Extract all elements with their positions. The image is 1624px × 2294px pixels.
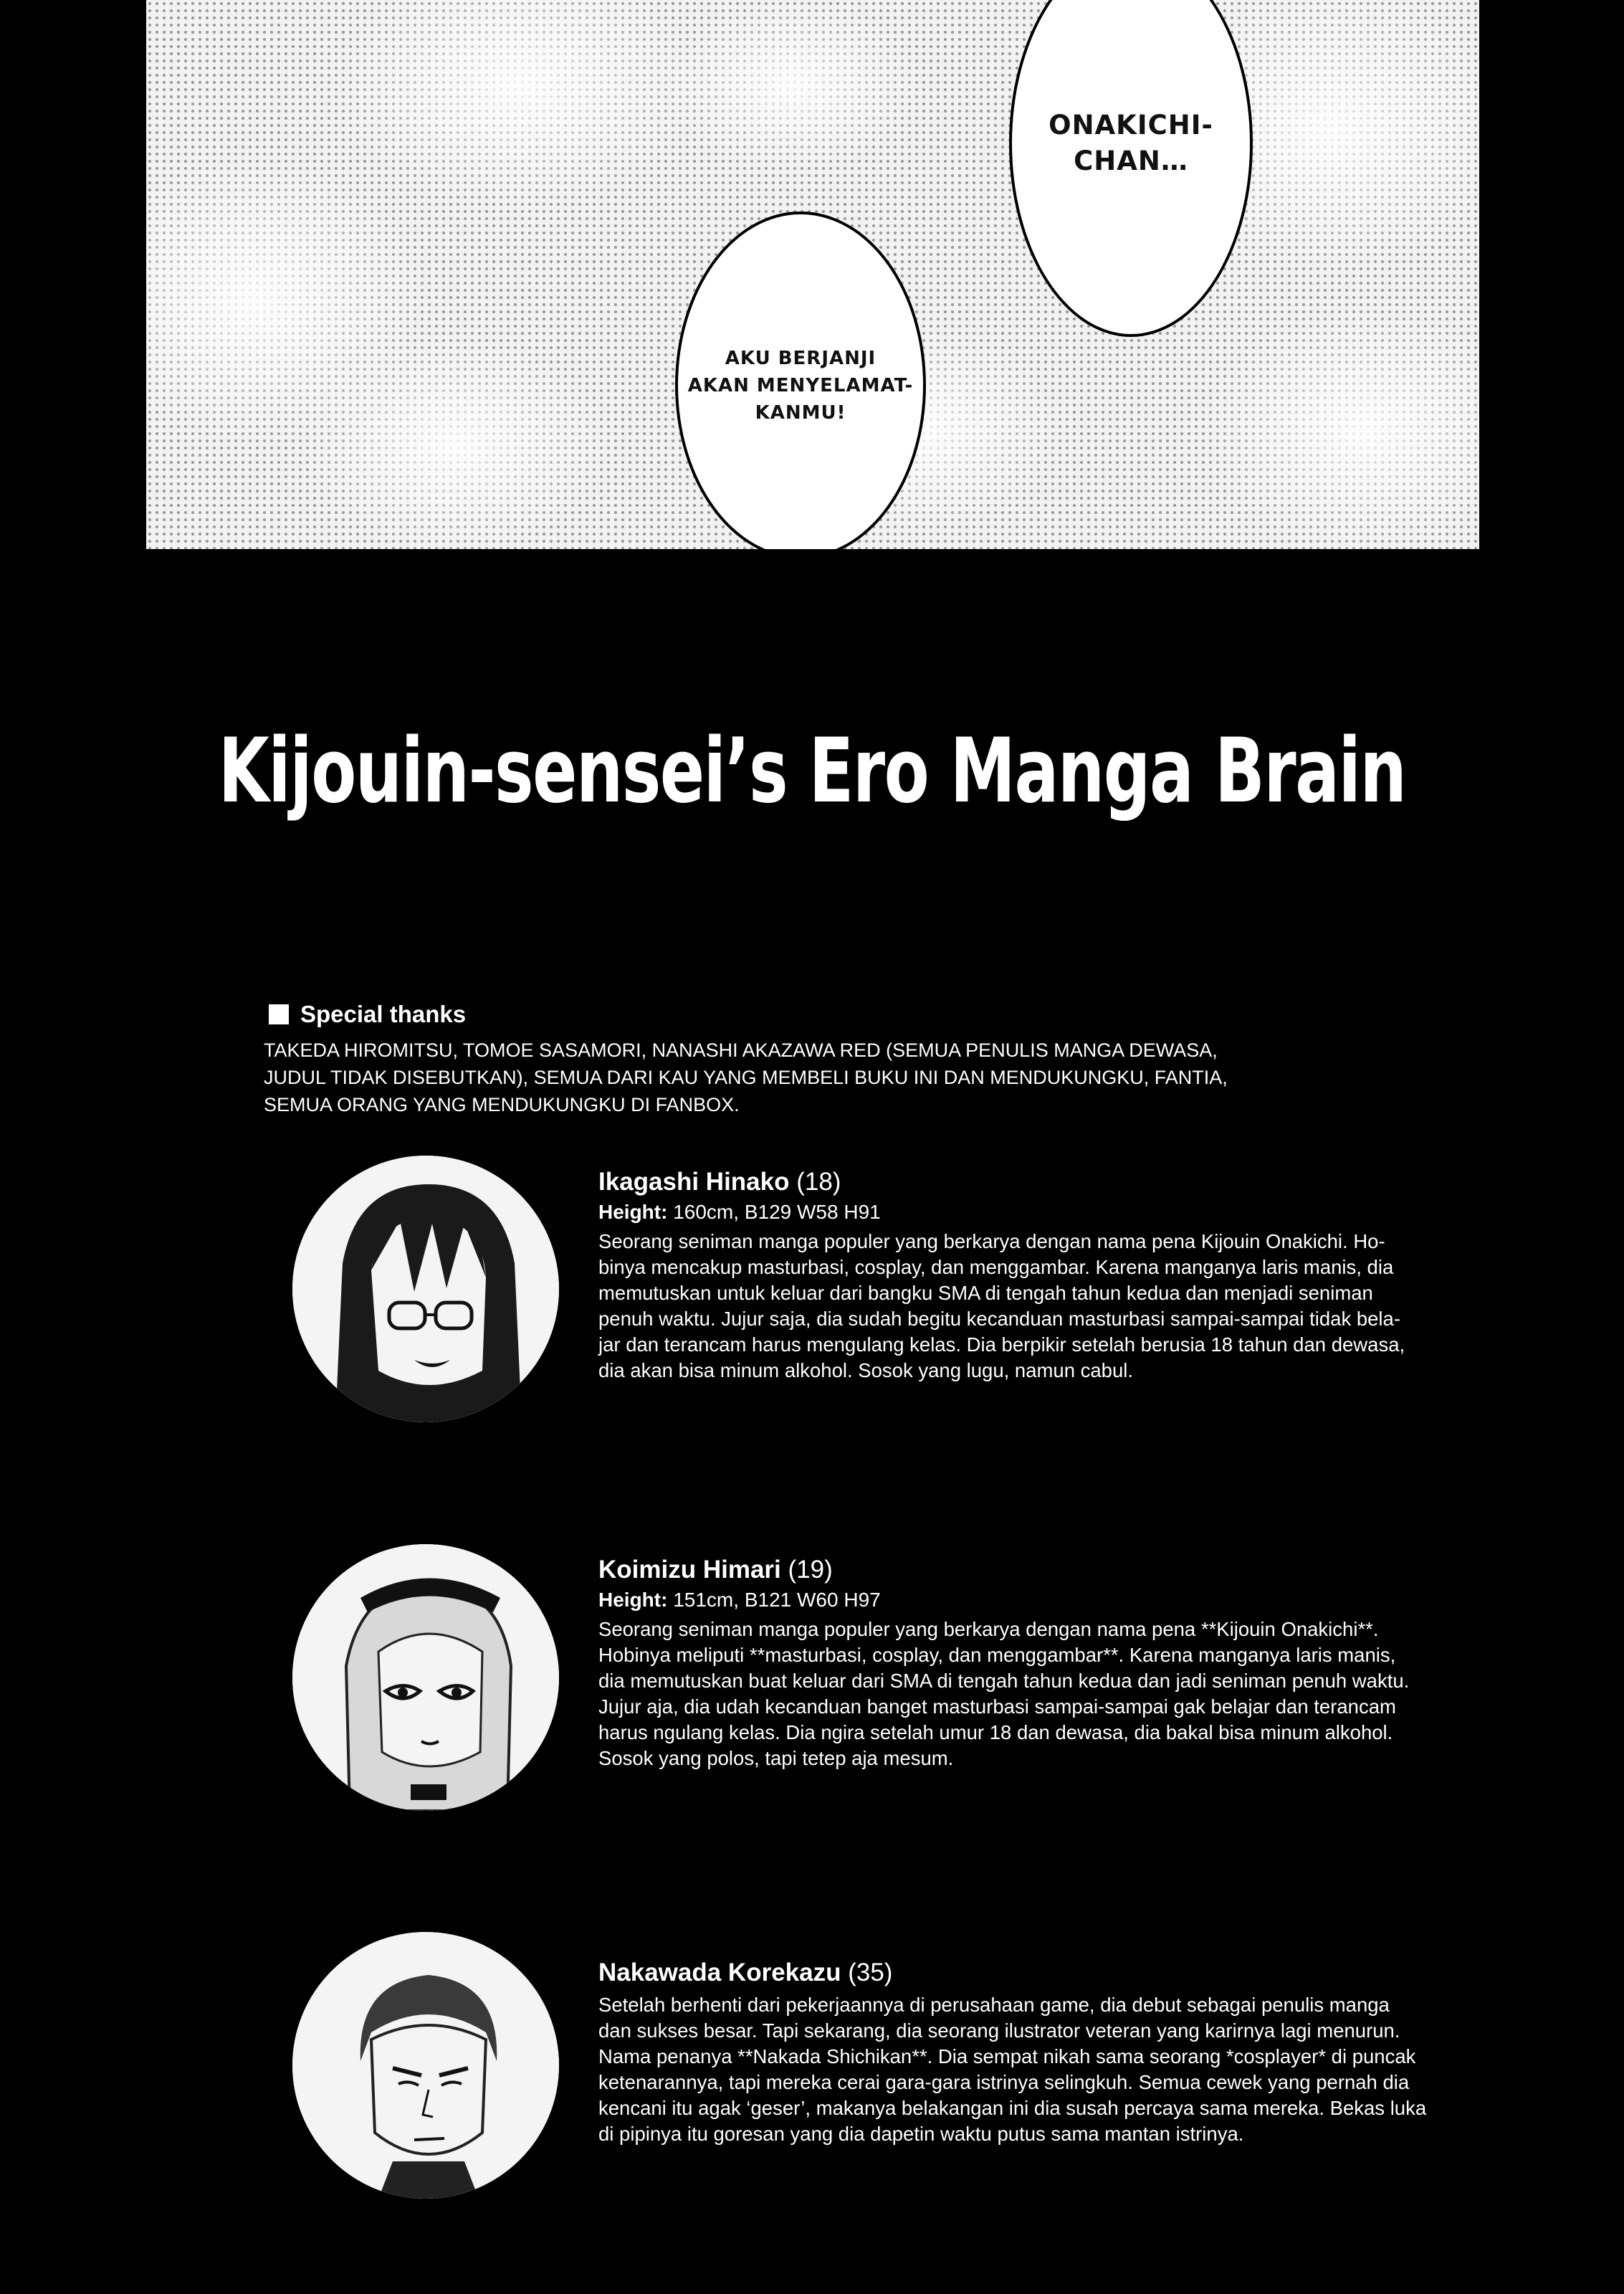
- character-name: Ikagashi Hinako: [598, 1168, 790, 1196]
- character-name-line: [598, 1553, 1441, 1586]
- character-name: Koimizu Himari: [598, 1556, 781, 1584]
- special-thanks-heading: [269, 1001, 466, 1028]
- special-thanks-text: TAKEDA HIROMITSU, TOMOE SASAMORI, NANASHI AKAZAWA RED (SEMUA PENULIS MANGA DEWASA, JUDUL TIDAK DISEBUTKAN), SEMUA DARI KAU YANG MEMBELI BUKU INI DAN MENDUKUNGKU, FANTIA, SEMUA ORANG YANG MENDUKUNGKU DI FANBOX.: [264, 1039, 1228, 1115]
- character-bio: Setelah berhenti dari pekerjaannya di perusahaan game, dia debut sebagai penulis manga dan sukses besar. Tapi sekarang, dia seorang ilustrator veteran yang karirnya lagi menurun. Nama penanya **Nakada Shichikan**. Dia sempat nikah sama seorang *cosplayer* di puncak ketenarannya, tapi mereka cerai gara-gara istrinya selingkuh. Semua cewek yang pernah dia kencani itu agak ‘geser’, makanya belakangan ini dia susah percaya sama mereka. Bekas luka di pipinya itu goresan yang dia dapetin waktu putus sama mantan istrinya.: [598, 1994, 1427, 2145]
- character-info: [598, 1166, 1441, 1384]
- character-portrait: [292, 1544, 559, 1811]
- speech-bubble-text: AKU BERJANJI AKAN MENYELAMAT- KANMU!: [687, 347, 914, 424]
- character-height-line: [598, 1199, 1441, 1226]
- character-portrait: [292, 1156, 559, 1422]
- character-info: [598, 1553, 1441, 1771]
- character-portrait: [292, 1932, 559, 2199]
- manga-panel: [146, 0, 1479, 549]
- character-name-line: [598, 1166, 1441, 1199]
- character-bio: Seorang seniman manga populer yang berkarya dengan nama pena **Kijouin Onakichi**. Hobinya meliputi **masturbasi, cosplay, dan menggambar**. Karena manganya laris manis, dia memutuskan buat keluar dari SMA di tengah tahun kedua dan jadi seniman penuh waktu. Jujur aja, dia udah kecanduan banget masturbasi sampai-sampai gak belajar dan terancam harus ngulang kelas. Dia ngira setelah umur 18 dan dewasa, dia bakal bisa minum alkohol. Sosok yang polos, tapi tetep aja mesum.: [598, 1618, 1410, 1769]
- character-name-line: [598, 1956, 1441, 1989]
- square-bullet-icon: [269, 1004, 289, 1024]
- height-label: Height:: [598, 1201, 668, 1223]
- special-thanks-label: Special thanks: [300, 1001, 467, 1027]
- height-value: 151cm, B121 W60 H97: [673, 1589, 881, 1611]
- character-age: (18): [796, 1168, 841, 1196]
- speech-bubble: [675, 211, 926, 549]
- girl-glasses-portrait-icon: [292, 1156, 559, 1422]
- page-title: Kijouin-sensei’s Ero Manga Brain: [218, 720, 1406, 823]
- character-info: [598, 1956, 1441, 2147]
- height-label: Height:: [598, 1589, 668, 1611]
- character-name: Nakawada Korekazu: [598, 1959, 841, 1986]
- girl-maid-portrait-icon: [292, 1544, 559, 1811]
- character-bio: Seorang seniman manga populer yang berkarya dengan nama pena Kijouin Onakichi. Ho- binya mencakup masturbasi, cosplay, dan menggambar. Karena manganya laris manis, dia memutuskan untuk keluar dari bangku SMA di tengah tahun kedua dan menjadi seniman penuh waktu. Jujur saja, dia sudah begitu kecanduan masturbasi sampai-sampai tidak bela- jar dan terancam harus mengulang kelas. Dia berpikir setelah berusia 18 tahun dan dewasa, dia akan bisa minum alkohol. Sosok yang lugu, namun cabul.: [598, 1230, 1405, 1381]
- character-age: (35): [848, 1959, 893, 1986]
- character-height-line: [598, 1586, 1441, 1614]
- character-age: (19): [788, 1556, 833, 1584]
- height-value: 160cm, B129 W58 H91: [673, 1201, 881, 1223]
- man-portrait-icon: [292, 1932, 559, 2199]
- speech-bubble-text: ONAKICHI- CHAN…: [1049, 110, 1213, 176]
